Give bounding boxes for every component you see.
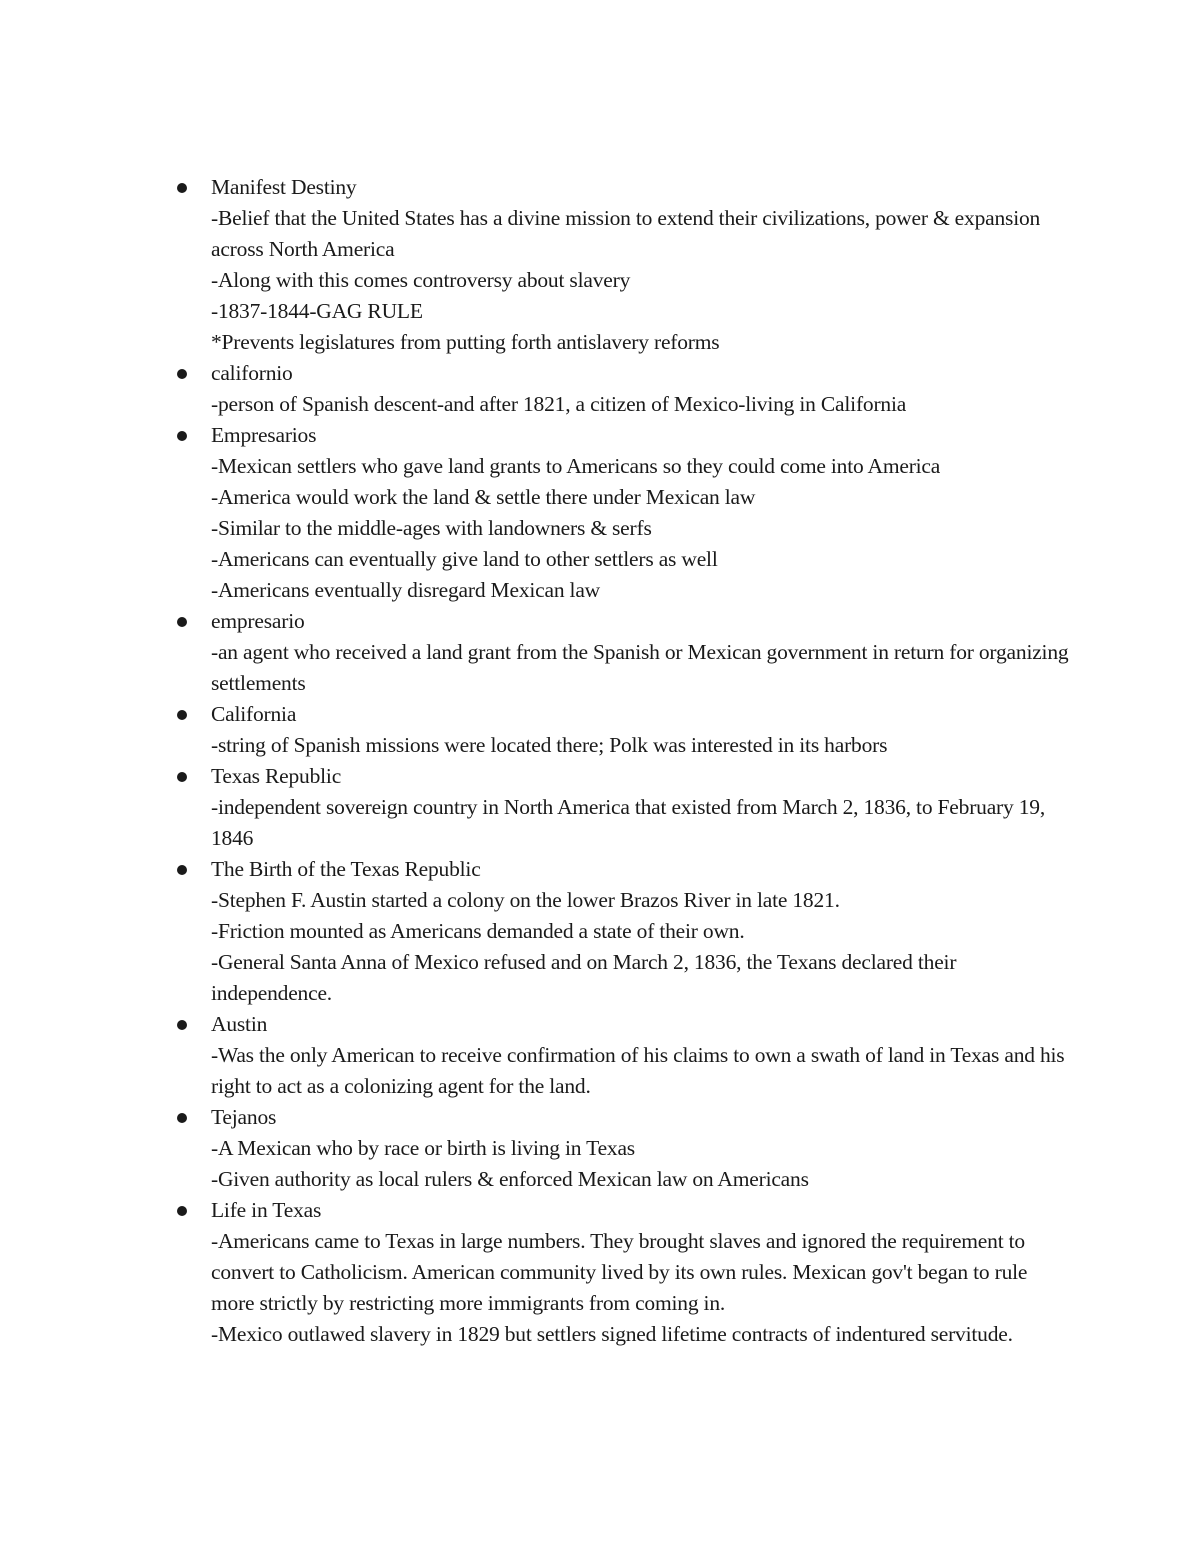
- note-line: -Was the only American to receive confirmation of his claims to own a swath of land in Texas and his right to act as a colonizing agent for the land.: [211, 1043, 1065, 1098]
- note-line: -Belief that the United States has a divine mission to extend their civilizations, power & expansion across North America: [211, 206, 1041, 261]
- note-line: -string of Spanish missions were located there; Polk was interested in its harbors: [211, 733, 888, 757]
- note-line: -Similar to the middle-ages with landowners & serfs: [211, 516, 652, 540]
- note-line: -Americans can eventually give land to other settlers as well: [211, 547, 718, 571]
- bullet-icon: [177, 865, 187, 875]
- note-line: -an agent who received a land grant from the Spanish or Mexican government in return for organizing settlements: [211, 640, 1069, 695]
- note-line: -person of Spanish descent-and after 1821, a citizen of Mexico-living in California: [211, 392, 907, 416]
- bullet-icon: [177, 1113, 187, 1123]
- list-item: [211, 1009, 1071, 1102]
- bullet-icon: [177, 772, 187, 782]
- note-line: -Mexico outlawed slavery in 1829 but settlers signed lifetime contracts of indentured servitude.: [211, 1322, 1013, 1346]
- note-line: -Stephen F. Austin started a colony on the lower Brazos River in late 1821.: [211, 888, 840, 912]
- bullet-icon: [177, 1206, 187, 1216]
- list-item: [211, 1102, 1071, 1195]
- bullet-icon: [177, 431, 187, 441]
- note-line: -Mexican settlers who gave land grants to Americans so they could come into America: [211, 454, 941, 478]
- list-item: [211, 172, 1071, 358]
- bullet-icon: [177, 710, 187, 720]
- note-line: -A Mexican who by race or birth is living in Texas: [211, 1136, 635, 1160]
- list-item: [211, 761, 1071, 854]
- note-line: -Given authority as local rulers & enforced Mexican law on Americans: [211, 1167, 809, 1191]
- term-heading: empresario: [211, 609, 305, 633]
- term-heading: Empresarios: [211, 423, 317, 447]
- term-heading: The Birth of the Texas Republic: [211, 857, 481, 881]
- note-line: -Friction mounted as Americans demanded a state of their own.: [211, 919, 745, 943]
- term-heading: Texas Republic: [211, 764, 342, 788]
- note-line: -Americans came to Texas in large numbers. They brought slaves and ignored the requirement to convert to Catholicism. American community lived by its own rules. Mexican gov't began to rule more strictly by restricting more immigrants from coming in.: [211, 1229, 1028, 1315]
- note-line: -Along with this comes controversy about slavery: [211, 268, 631, 292]
- note-line: -Americans eventually disregard Mexican law: [211, 578, 600, 602]
- term-heading: Austin: [211, 1012, 268, 1036]
- list-item: [211, 358, 1071, 420]
- notes-list: [211, 172, 1071, 1350]
- term-heading: Tejanos: [211, 1105, 277, 1129]
- bullet-icon: [177, 1020, 187, 1030]
- bullet-icon: [177, 183, 187, 193]
- list-item: [211, 699, 1071, 761]
- list-item: [211, 420, 1071, 606]
- term-heading: Life in Texas: [211, 1198, 322, 1222]
- note-line: -independent sovereign country in North America that existed from March 2, 1836, to February 19, 1846: [211, 795, 1046, 850]
- list-item: [211, 854, 1071, 1009]
- note-line: -America would work the land & settle there under Mexican law: [211, 485, 756, 509]
- bullet-icon: [177, 369, 187, 379]
- list-item: [211, 606, 1071, 699]
- bullet-icon: [177, 617, 187, 627]
- list-item: [211, 1195, 1071, 1350]
- term-heading: californio: [211, 361, 293, 385]
- note-line: -1837-1844-GAG RULE: [211, 299, 423, 323]
- note-line: *Prevents legislatures from putting forth antislavery reforms: [211, 330, 720, 354]
- note-line: -General Santa Anna of Mexico refused and on March 2, 1836, the Texans declared their independence.: [211, 950, 957, 1005]
- term-heading: Manifest Destiny: [211, 175, 357, 199]
- term-heading: California: [211, 702, 297, 726]
